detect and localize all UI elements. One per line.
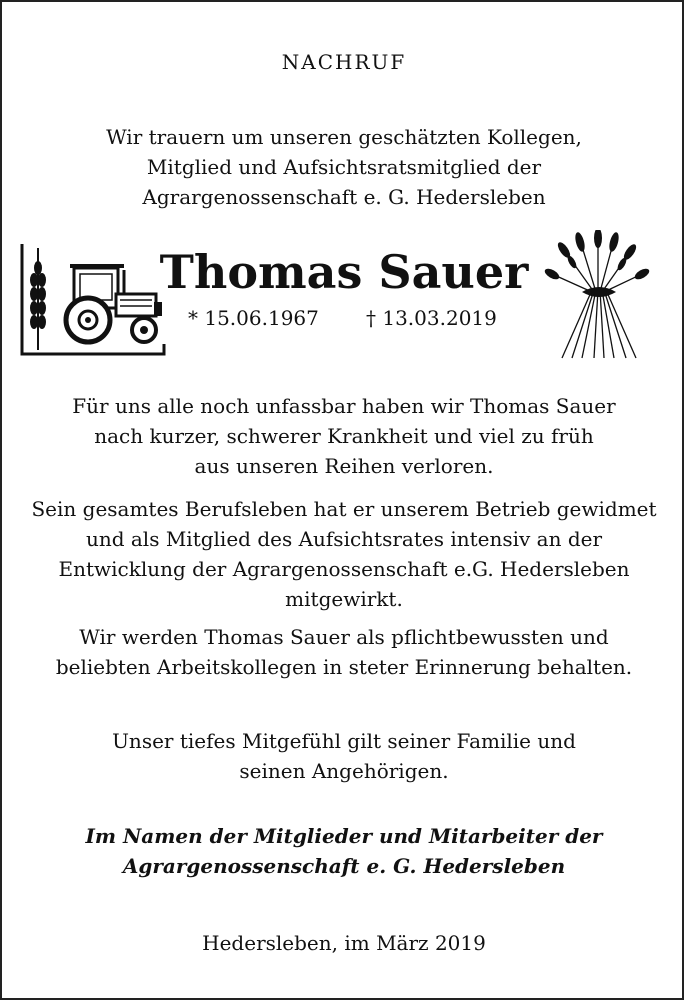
place-date: Hedersleben, im März 2019 bbox=[202, 931, 486, 955]
paragraph-loss: Für uns alle noch unfassbar haben wir Thomas Sauer nach kurzer, schwerer Krankheit und viel zu früh aus unseren Reihen verloren. bbox=[72, 394, 616, 478]
paragraph-career: Sein gesamtes Berufsleben hat er unserem Betrieb gewidmet und als Mitglied des Aufsichtsrates intensiv an der Entwicklung der Agrargenossenschaft e.G. Hedersleben mitgewirkt. bbox=[31, 497, 657, 611]
birth-date: * 15.06.1967 bbox=[188, 306, 319, 330]
closing-signature: Im Namen der Mitglieder und Mitarbeiter der Agrargenossenschaft e. G. Hedersleben bbox=[85, 824, 603, 878]
intro-text: Wir trauern um unseren geschätzten Kollegen, Mitglied und Aufsichtsratsmitglied der Agrargenossenschaft e. G. Hedersleben bbox=[106, 125, 582, 209]
deceased-name: Thomas Sauer bbox=[159, 245, 529, 299]
death-date: † 13.03.2019 bbox=[366, 306, 497, 330]
paragraph-memory: Wir werden Thomas Sauer als pflichtbewussten und beliebten Arbeitskollegen in steter Erinnerung behalten. bbox=[55, 625, 633, 679]
notice-heading: NACHRUF bbox=[281, 50, 407, 74]
paragraph-condolence: Unser tiefes Mitgefühl gilt seiner Familie und seinen Angehörigen. bbox=[112, 729, 576, 783]
